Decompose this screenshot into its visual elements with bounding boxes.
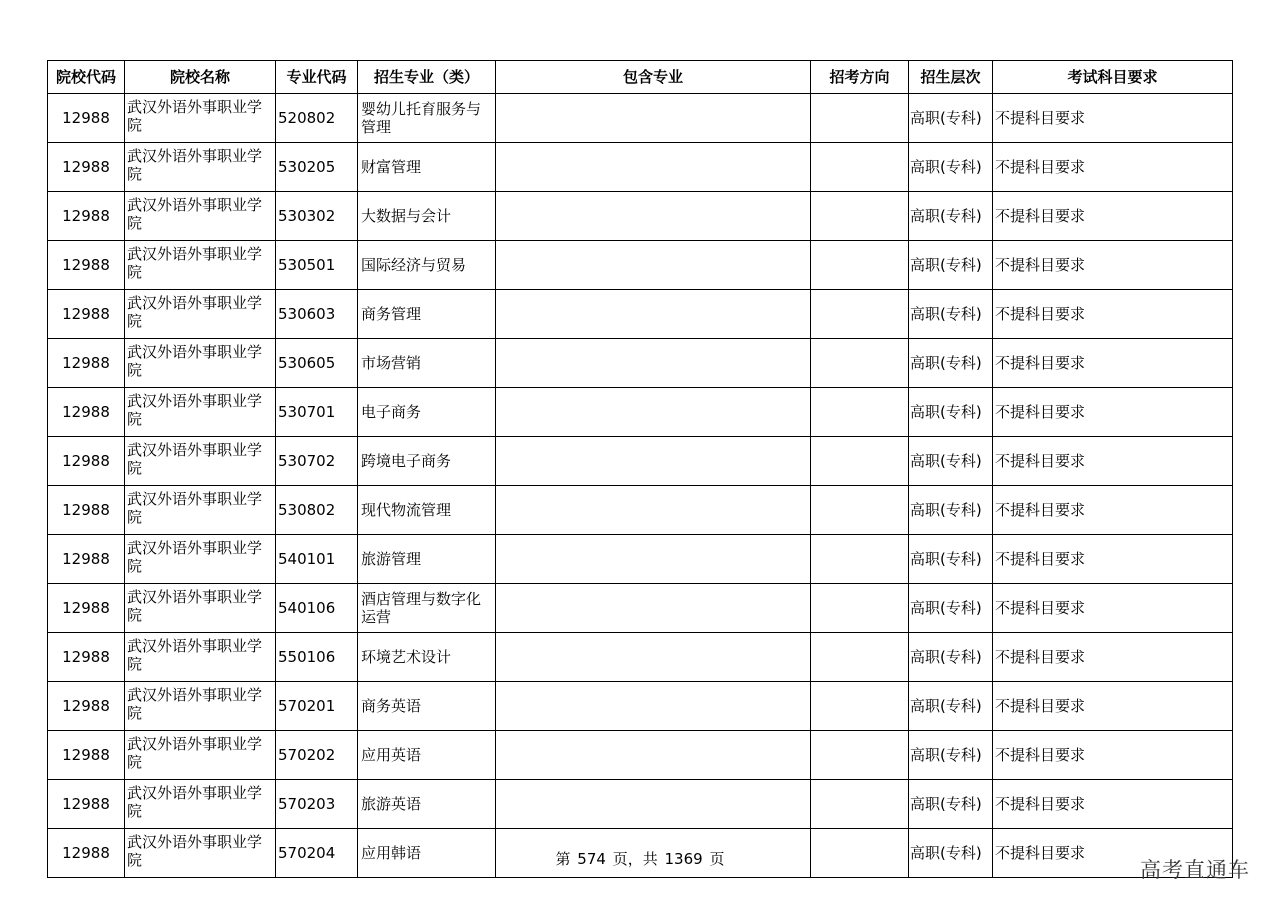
cell-level: 高职(专科) bbox=[909, 682, 993, 731]
table-row bbox=[48, 241, 1233, 290]
table-row bbox=[48, 731, 1233, 780]
cell-major-code: 530802 bbox=[276, 486, 358, 535]
cell-included-majors bbox=[496, 437, 811, 486]
footer-total-pages: 1369 bbox=[664, 850, 703, 868]
cell-direction bbox=[811, 241, 909, 290]
cell-major: 酒店管理与数字化运营 bbox=[358, 584, 496, 633]
cell-major-code: 530701 bbox=[276, 388, 358, 437]
cell-school-name: 武汉外语外事职业学院 bbox=[125, 388, 276, 437]
footer-prefix: 第 bbox=[555, 850, 571, 868]
page-footer bbox=[0, 848, 1280, 869]
cell-level: 高职(专科) bbox=[909, 780, 993, 829]
cell-school-name: 武汉外语外事职业学院 bbox=[125, 731, 276, 780]
cell-school-name: 武汉外语外事职业学院 bbox=[125, 339, 276, 388]
cell-subject-requirements: 不提科目要求 bbox=[993, 633, 1233, 682]
header-major-code: 专业代码 bbox=[276, 61, 358, 94]
cell-major: 应用英语 bbox=[358, 731, 496, 780]
cell-subject-requirements: 不提科目要求 bbox=[993, 731, 1233, 780]
cell-major-code: 570204 bbox=[276, 829, 358, 878]
cell-level: 高职(专科) bbox=[909, 241, 993, 290]
cell-major-code: 520802 bbox=[276, 94, 358, 143]
cell-subject-requirements: 不提科目要求 bbox=[993, 388, 1233, 437]
cell-school-name: 武汉外语外事职业学院 bbox=[125, 241, 276, 290]
cell-direction bbox=[811, 584, 909, 633]
table-row bbox=[48, 682, 1233, 731]
cell-major: 大数据与会计 bbox=[358, 192, 496, 241]
cell-subject-requirements: 不提科目要求 bbox=[993, 584, 1233, 633]
cell-included-majors bbox=[496, 290, 811, 339]
cell-included-majors bbox=[496, 339, 811, 388]
cell-included-majors bbox=[496, 192, 811, 241]
footer-middle: 页，共 bbox=[612, 850, 658, 868]
cell-level: 高职(专科) bbox=[909, 290, 993, 339]
cell-subject-requirements: 不提科目要求 bbox=[993, 339, 1233, 388]
footer-page-number: 574 bbox=[577, 850, 606, 868]
header-school-code: 院校代码 bbox=[48, 61, 125, 94]
cell-major: 跨境电子商务 bbox=[358, 437, 496, 486]
table-row bbox=[48, 94, 1233, 143]
cell-level: 高职(专科) bbox=[909, 486, 993, 535]
cell-school-code: 12988 bbox=[48, 486, 125, 535]
table-header-row bbox=[48, 61, 1233, 94]
table-row bbox=[48, 388, 1233, 437]
cell-level: 高职(专科) bbox=[909, 584, 993, 633]
cell-subject-requirements: 不提科目要求 bbox=[993, 780, 1233, 829]
cell-direction bbox=[811, 731, 909, 780]
cell-school-name: 武汉外语外事职业学院 bbox=[125, 780, 276, 829]
cell-school-code: 12988 bbox=[48, 388, 125, 437]
cell-included-majors bbox=[496, 94, 811, 143]
cell-direction bbox=[811, 339, 909, 388]
cell-subject-requirements: 不提科目要求 bbox=[993, 535, 1233, 584]
cell-school-name: 武汉外语外事职业学院 bbox=[125, 535, 276, 584]
cell-major: 环境艺术设计 bbox=[358, 633, 496, 682]
cell-school-code: 12988 bbox=[48, 241, 125, 290]
cell-school-name: 武汉外语外事职业学院 bbox=[125, 633, 276, 682]
cell-included-majors bbox=[496, 584, 811, 633]
cell-included-majors bbox=[496, 143, 811, 192]
table-row bbox=[48, 633, 1233, 682]
cell-major: 旅游管理 bbox=[358, 535, 496, 584]
cell-major: 商务英语 bbox=[358, 682, 496, 731]
cell-major-code: 530603 bbox=[276, 290, 358, 339]
cell-direction bbox=[811, 437, 909, 486]
header-major: 招生专业（类） bbox=[358, 61, 496, 94]
cell-direction bbox=[811, 192, 909, 241]
cell-school-code: 12988 bbox=[48, 143, 125, 192]
cell-school-code: 12988 bbox=[48, 780, 125, 829]
cell-level: 高职(专科) bbox=[909, 731, 993, 780]
cell-school-code: 12988 bbox=[48, 535, 125, 584]
cell-level: 高职(专科) bbox=[909, 143, 993, 192]
cell-subject-requirements: 不提科目要求 bbox=[993, 143, 1233, 192]
cell-direction bbox=[811, 535, 909, 584]
table-row bbox=[48, 192, 1233, 241]
cell-major-code: 530605 bbox=[276, 339, 358, 388]
cell-school-name: 武汉外语外事职业学院 bbox=[125, 290, 276, 339]
cell-included-majors bbox=[496, 682, 811, 731]
cell-subject-requirements: 不提科目要求 bbox=[993, 290, 1233, 339]
cell-included-majors bbox=[496, 780, 811, 829]
cell-major-code: 550106 bbox=[276, 633, 358, 682]
cell-school-code: 12988 bbox=[48, 731, 125, 780]
cell-level: 高职(专科) bbox=[909, 339, 993, 388]
cell-level: 高职(专科) bbox=[909, 388, 993, 437]
cell-level: 高职(专科) bbox=[909, 535, 993, 584]
cell-direction bbox=[811, 94, 909, 143]
cell-level: 高职(专科) bbox=[909, 633, 993, 682]
table-row bbox=[48, 290, 1233, 339]
cell-subject-requirements: 不提科目要求 bbox=[993, 682, 1233, 731]
cell-major-code: 530501 bbox=[276, 241, 358, 290]
cell-school-name: 武汉外语外事职业学院 bbox=[125, 437, 276, 486]
cell-school-code: 12988 bbox=[48, 94, 125, 143]
admissions-table bbox=[47, 60, 1233, 878]
cell-major: 现代物流管理 bbox=[358, 486, 496, 535]
cell-subject-requirements: 不提科目要求 bbox=[993, 94, 1233, 143]
cell-major-code: 570203 bbox=[276, 780, 358, 829]
cell-major: 市场营销 bbox=[358, 339, 496, 388]
table-row bbox=[48, 143, 1233, 192]
table-row bbox=[48, 339, 1233, 388]
cell-level: 高职(专科) bbox=[909, 192, 993, 241]
cell-major: 国际经济与贸易 bbox=[358, 241, 496, 290]
cell-major-code: 540101 bbox=[276, 535, 358, 584]
cell-subject-requirements: 不提科目要求 bbox=[993, 486, 1233, 535]
cell-included-majors bbox=[496, 241, 811, 290]
cell-major: 电子商务 bbox=[358, 388, 496, 437]
header-level: 招生层次 bbox=[909, 61, 993, 94]
cell-included-majors bbox=[496, 535, 811, 584]
header-subject-requirements: 考试科目要求 bbox=[993, 61, 1233, 94]
cell-school-name: 武汉外语外事职业学院 bbox=[125, 682, 276, 731]
cell-included-majors bbox=[496, 633, 811, 682]
cell-level: 高职(专科) bbox=[909, 829, 993, 878]
cell-school-code: 12988 bbox=[48, 584, 125, 633]
footer-suffix: 页 bbox=[709, 850, 725, 868]
cell-direction bbox=[811, 682, 909, 731]
table-row bbox=[48, 780, 1233, 829]
cell-major-code: 570202 bbox=[276, 731, 358, 780]
table-row bbox=[48, 437, 1233, 486]
cell-major-code: 530205 bbox=[276, 143, 358, 192]
cell-level: 高职(专科) bbox=[909, 437, 993, 486]
cell-direction bbox=[811, 780, 909, 829]
cell-subject-requirements: 不提科目要求 bbox=[993, 829, 1233, 878]
cell-school-name: 武汉外语外事职业学院 bbox=[125, 143, 276, 192]
cell-major-code: 540106 bbox=[276, 584, 358, 633]
cell-school-code: 12988 bbox=[48, 339, 125, 388]
header-school-name: 院校名称 bbox=[125, 61, 276, 94]
cell-major-code: 530702 bbox=[276, 437, 358, 486]
cell-major: 财富管理 bbox=[358, 143, 496, 192]
cell-school-code: 12988 bbox=[48, 682, 125, 731]
watermark: 高考直通车 bbox=[1140, 858, 1250, 882]
cell-school-code: 12988 bbox=[48, 829, 125, 878]
table-row bbox=[48, 535, 1233, 584]
cell-school-name: 武汉外语外事职业学院 bbox=[125, 584, 276, 633]
cell-major: 应用韩语 bbox=[358, 829, 496, 878]
cell-major: 旅游英语 bbox=[358, 780, 496, 829]
cell-subject-requirements: 不提科目要求 bbox=[993, 437, 1233, 486]
cell-school-name: 武汉外语外事职业学院 bbox=[125, 829, 276, 878]
table-row bbox=[48, 584, 1233, 633]
cell-school-name: 武汉外语外事职业学院 bbox=[125, 486, 276, 535]
cell-included-majors bbox=[496, 486, 811, 535]
cell-major: 婴幼儿托育服务与管理 bbox=[358, 94, 496, 143]
table-row bbox=[48, 486, 1233, 535]
cell-major: 商务管理 bbox=[358, 290, 496, 339]
cell-school-code: 12988 bbox=[48, 437, 125, 486]
cell-school-code: 12988 bbox=[48, 633, 125, 682]
header-included-majors: 包含专业 bbox=[496, 61, 811, 94]
cell-subject-requirements: 不提科目要求 bbox=[993, 241, 1233, 290]
cell-direction bbox=[811, 388, 909, 437]
cell-level: 高职(专科) bbox=[909, 94, 993, 143]
cell-direction bbox=[811, 486, 909, 535]
cell-school-name: 武汉外语外事职业学院 bbox=[125, 192, 276, 241]
cell-direction bbox=[811, 143, 909, 192]
cell-included-majors bbox=[496, 388, 811, 437]
cell-direction bbox=[811, 633, 909, 682]
cell-school-name: 武汉外语外事职业学院 bbox=[125, 94, 276, 143]
cell-school-code: 12988 bbox=[48, 290, 125, 339]
cell-major-code: 530302 bbox=[276, 192, 358, 241]
cell-subject-requirements: 不提科目要求 bbox=[993, 192, 1233, 241]
table-body bbox=[48, 94, 1233, 878]
cell-major-code: 570201 bbox=[276, 682, 358, 731]
header-direction: 招考方向 bbox=[811, 61, 909, 94]
cell-direction bbox=[811, 290, 909, 339]
cell-school-code: 12988 bbox=[48, 192, 125, 241]
cell-included-majors bbox=[496, 731, 811, 780]
